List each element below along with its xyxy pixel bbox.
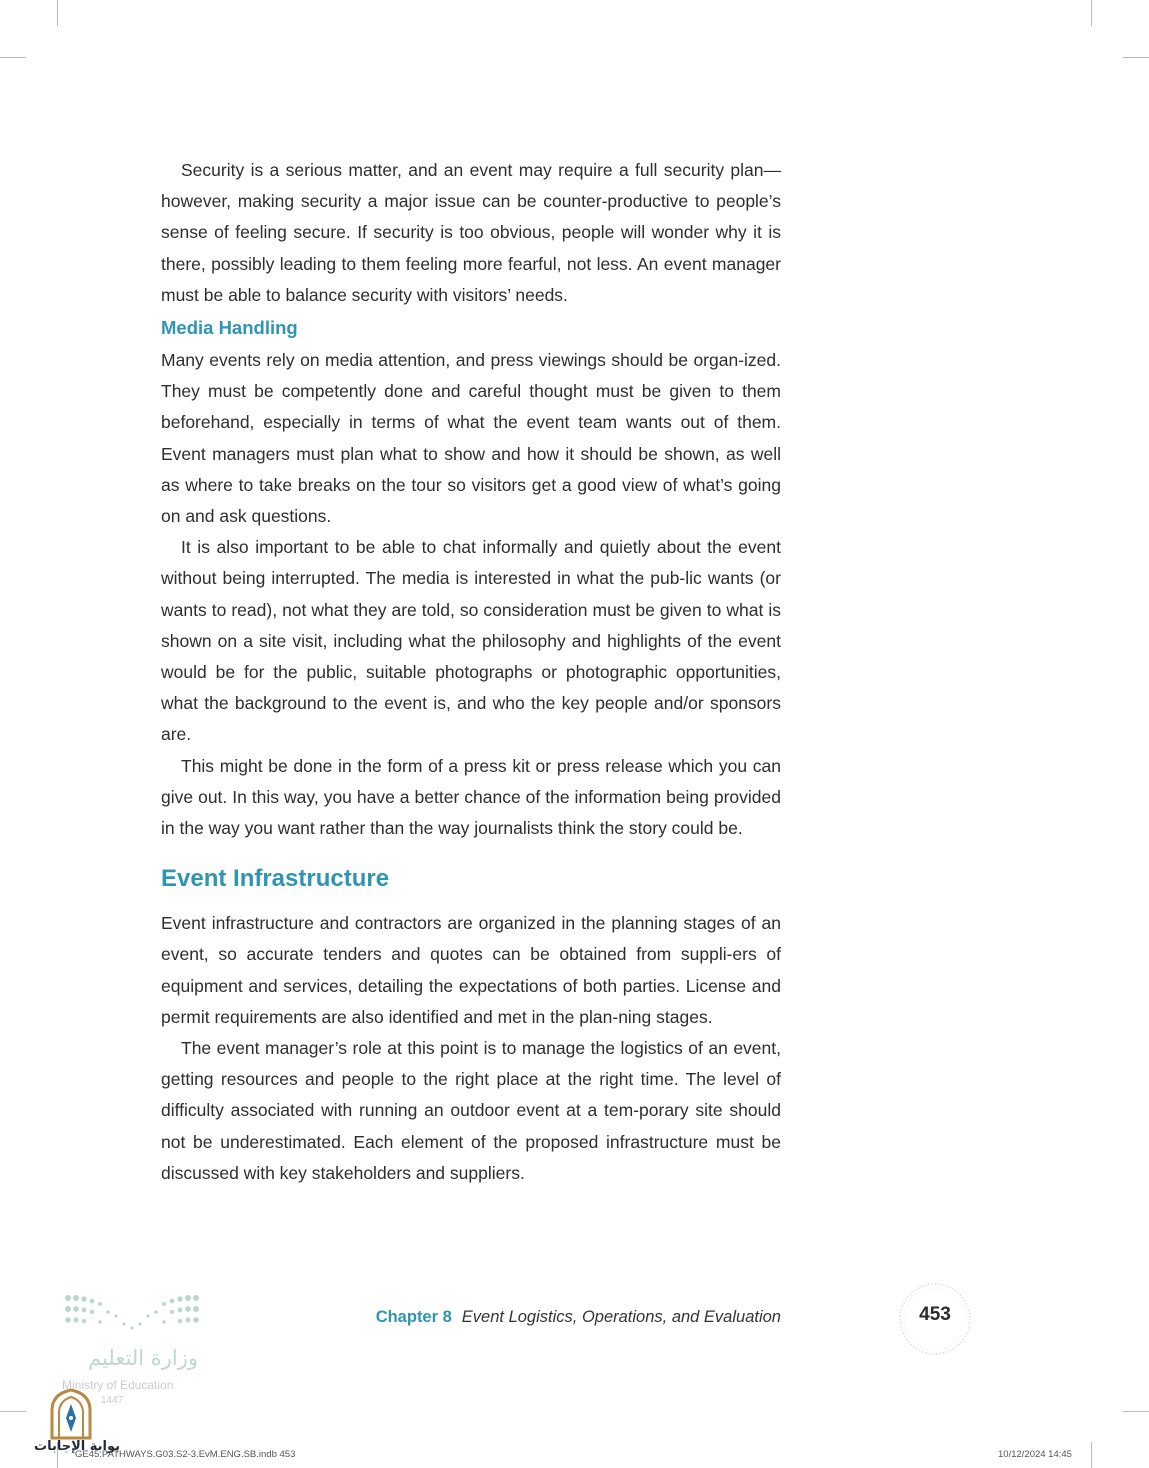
footer-running-head bbox=[370, 1305, 781, 1329]
crop-mark-right-lower bbox=[1123, 1411, 1149, 1412]
section-heading-event-infrastructure: Event Infrastructure bbox=[161, 865, 390, 893]
answers-portal-logo-icon bbox=[48, 1388, 94, 1440]
paragraph-media-2: It is also important to be able to chat informally and quietly about the event without being interrupted. The media is interested in what the pub-lic wants (or wants to read), not what they are told, so consideration must be given to what is shown on a site visit, including what the philosophy and highlights of the event would be for the public, suitable photographs or photographic opportunities, what the background to the event is, and who the key people and/or sponsors are. bbox=[161, 537, 781, 745]
crop-mark-top-right bbox=[1091, 0, 1092, 26]
crop-mark-left-lower bbox=[0, 1411, 26, 1412]
answers-portal-name: بوابة الإجابات bbox=[34, 1439, 120, 1454]
page-number: 453 bbox=[919, 1304, 951, 1325]
chapter-title: Event Logistics, Operations, and Evaluation bbox=[461, 1308, 781, 1326]
page-body bbox=[161, 155, 781, 1189]
paragraph-media-1: Many events rely on media attention, and press viewings should be organ-ized. They must be competently done and careful thought must be given to them beforehand, especially in terms of what the event team wants out of them. Event managers must plan what to show and how it should be shown, as well as where to take breaks on the tour so visitors get a good view of what’s going on and ask questions. bbox=[161, 350, 781, 527]
crop-mark-top-left bbox=[57, 0, 58, 26]
print-slug-timestamp: 10/12/2024 14:45 bbox=[998, 1449, 1072, 1460]
chapter-label: Chapter 8 bbox=[375, 1308, 452, 1326]
ministry-logo-icon bbox=[62, 1290, 202, 1340]
ministry-name-arabic: وزارة التعليم bbox=[88, 1346, 198, 1370]
crop-mark-bottom-right bbox=[1091, 1442, 1092, 1468]
paragraph-media-3: This might be done in the form of a press kit or press release which you can give out. In this way, you have a better chance of the information being provided in the way you want rather than the way journalists think the story could be. bbox=[161, 755, 781, 839]
crop-mark-left-upper bbox=[0, 57, 26, 58]
paragraph-security: Security is a serious matter, and an event may require a full security plan—however, making security a major issue can be counter-productive to people’s sense of feeling secure. If security is too obvious, people will wonder why it is there, possibly leading to them feeling more fearful, not less. An event manager must be able to balance security with visitors’ needs. bbox=[161, 160, 781, 305]
paragraph-infrastructure-2: The event manager’s role at this point is to manage the logistics of an event, getting resources and people to the right place at the right time. The level of difficulty associated with running an outdoor event at a tem-porary site should not be underestimated. Each element of the proposed infrastructure must be discussed with key stakeholders and suppliers. bbox=[161, 1038, 781, 1183]
ministry-year: 1447 bbox=[101, 1395, 124, 1406]
ministry-name-english: Ministry of Education bbox=[62, 1378, 174, 1392]
subheading-media-handling: Media Handling bbox=[161, 317, 298, 339]
print-slug-file: GE45.PATHWAYS.G03.S2-3.EvM.ENG.SB.indb 453 bbox=[75, 1449, 296, 1460]
crop-mark-right-upper bbox=[1123, 57, 1149, 58]
paragraph-infrastructure-1: Event infrastructure and contractors are organized in the planning stages of an event, so accurate tenders and quotes can be obtained from suppli-ers of equipment and services, detailing the expectations of both parties. License and permit requirements are also identified and met in the plan-ning stages. bbox=[161, 913, 781, 1027]
